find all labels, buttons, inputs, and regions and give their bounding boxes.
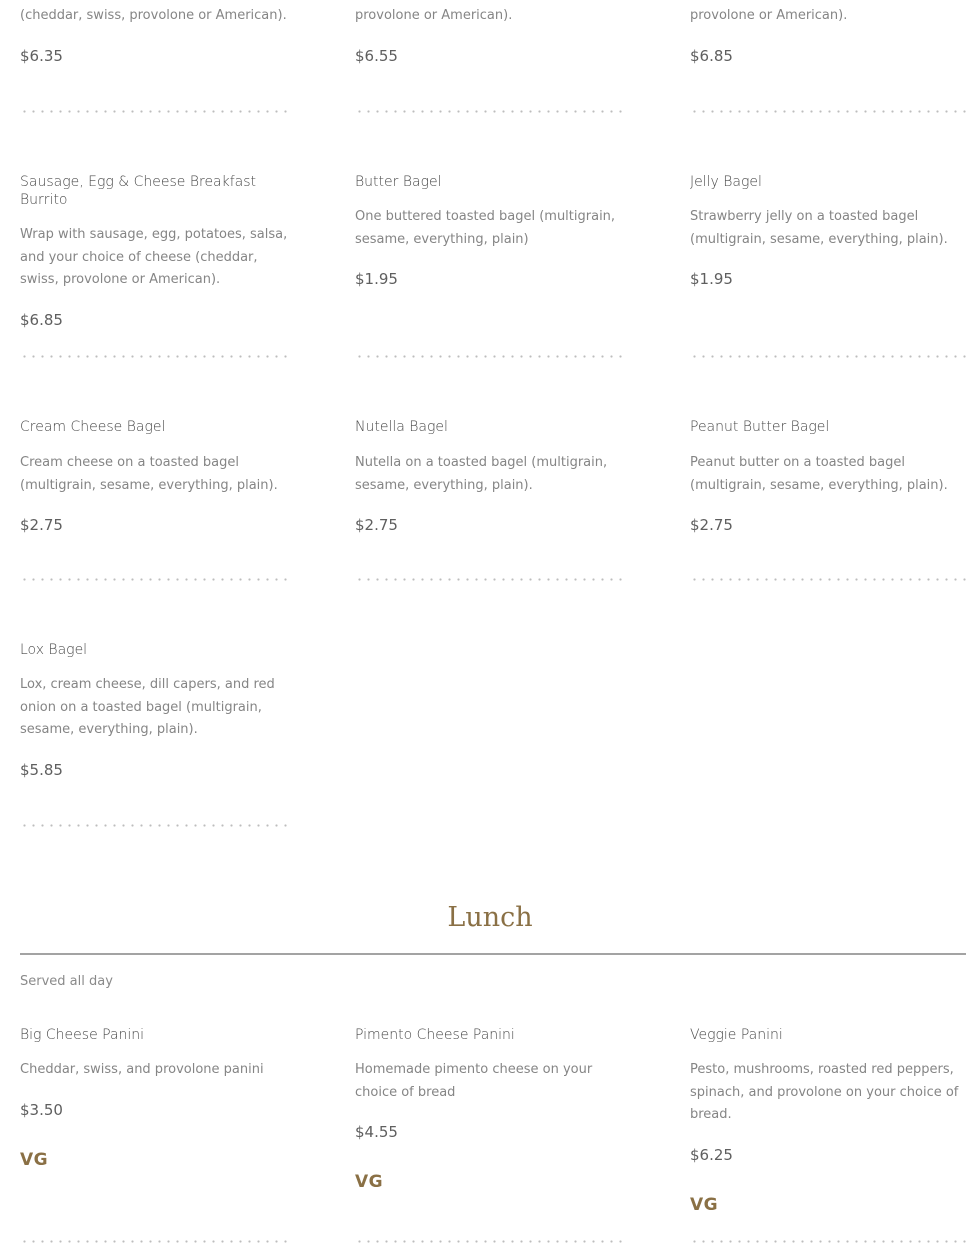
item-price: $3.50: [20, 1100, 63, 1119]
item-price: $2.75: [690, 516, 733, 534]
dotted-divider: [20, 578, 290, 581]
menu-item: [355, 173, 625, 288]
item-name: Sausage, Egg & Cheese Breakfast Burrito: [20, 174, 257, 208]
dotted-divider: [355, 1240, 625, 1243]
item-price: $4.55: [355, 1123, 398, 1141]
item-description: Lox, cream cheese, dill capers, and red onion on a toasted bagel (multigrain, sesame, everything, plain).: [20, 677, 275, 737]
dotted-divider: [690, 355, 966, 358]
item-description: Cream cheese on a toasted bagel (multigrain, sesame, everything, plain).: [20, 455, 278, 493]
dotted-divider: [20, 110, 290, 113]
item-name: Peanut Butter Bagel: [690, 419, 830, 435]
item-name: Butter Bagel: [355, 174, 442, 190]
item-description: One buttered toasted bagel (multigrain, sesame, everything, plain): [355, 209, 616, 247]
dotted-divider: [690, 110, 966, 113]
dotted-divider: [355, 578, 625, 581]
item-price: $6.35: [20, 46, 63, 65]
item-description: Homemade pimento cheese on your choice of bread: [355, 1062, 593, 1100]
item-name: Cream Cheese Bagel: [20, 419, 166, 435]
item-description: provolone or American).: [355, 8, 513, 23]
menu-item-partial-2: [355, 5, 625, 65]
item-name: Jelly Bagel: [690, 174, 762, 190]
vegetarian-badge: VG: [690, 1194, 719, 1215]
item-name: Veggie Panini: [690, 1027, 783, 1043]
item-name: Nutella Bagel: [355, 419, 448, 435]
item-price: $5.85: [20, 760, 63, 779]
dotted-divider: [690, 1240, 966, 1243]
dotted-divider: [355, 355, 625, 358]
dotted-divider: [20, 824, 290, 827]
dotted-divider: [355, 110, 625, 113]
menu-item: [20, 173, 290, 329]
menu-item: [355, 418, 625, 534]
menu-item: [20, 641, 290, 779]
section-title-lunch: Lunch: [447, 902, 533, 933]
item-price: $6.25: [690, 1145, 733, 1164]
menu-item: [690, 173, 960, 288]
menu-item-partial-3: [690, 5, 960, 65]
menu-item-partial-1: [20, 5, 290, 65]
menu-item: [690, 418, 960, 534]
item-description: Pesto, mushrooms, roasted red peppers, spinach, and provolone on your choice of bread.: [690, 1062, 959, 1122]
vegetarian-badge: VG: [20, 1149, 49, 1170]
item-price: $1.95: [690, 270, 733, 288]
item-price: $2.75: [355, 516, 398, 534]
dotted-divider: [690, 578, 966, 581]
item-description: provolone or American).: [690, 8, 848, 23]
vegetarian-badge: VG: [355, 1172, 384, 1192]
item-name: Pimento Cheese Panini: [355, 1027, 515, 1043]
section-subtitle: Served all day: [20, 974, 113, 989]
item-description: (cheddar, swiss, provolone or American).: [20, 8, 287, 23]
item-price: $6.55: [355, 46, 398, 65]
item-price: $6.85: [690, 46, 733, 65]
item-description: Wrap with sausage, egg, potatoes, salsa, and your choice of cheese (cheddar, swiss, provolone or American).: [20, 227, 288, 287]
dotted-divider: [20, 1240, 290, 1243]
item-description: Peanut butter on a toasted bagel (multigrain, sesame, everything, plain).: [690, 455, 948, 493]
item-price: $2.75: [20, 516, 63, 534]
item-name: Lox Bagel: [20, 642, 88, 658]
section-divider: [20, 953, 966, 955]
item-name: Big Cheese Panini: [20, 1027, 145, 1043]
item-description: Cheddar, swiss, and provolone panini: [20, 1062, 264, 1077]
menu-item: [355, 1026, 625, 1192]
dotted-divider: [20, 355, 290, 358]
item-price: $6.85: [20, 310, 63, 329]
menu-item: [20, 418, 290, 534]
menu-item: [690, 1026, 960, 1215]
item-price: $1.95: [355, 270, 398, 288]
menu-item: [20, 1026, 290, 1170]
item-description: Strawberry jelly on a toasted bagel (multigrain, sesame, everything, plain).: [690, 209, 948, 247]
item-description: Nutella on a toasted bagel (multigrain, sesame, everything, plain).: [355, 455, 608, 493]
